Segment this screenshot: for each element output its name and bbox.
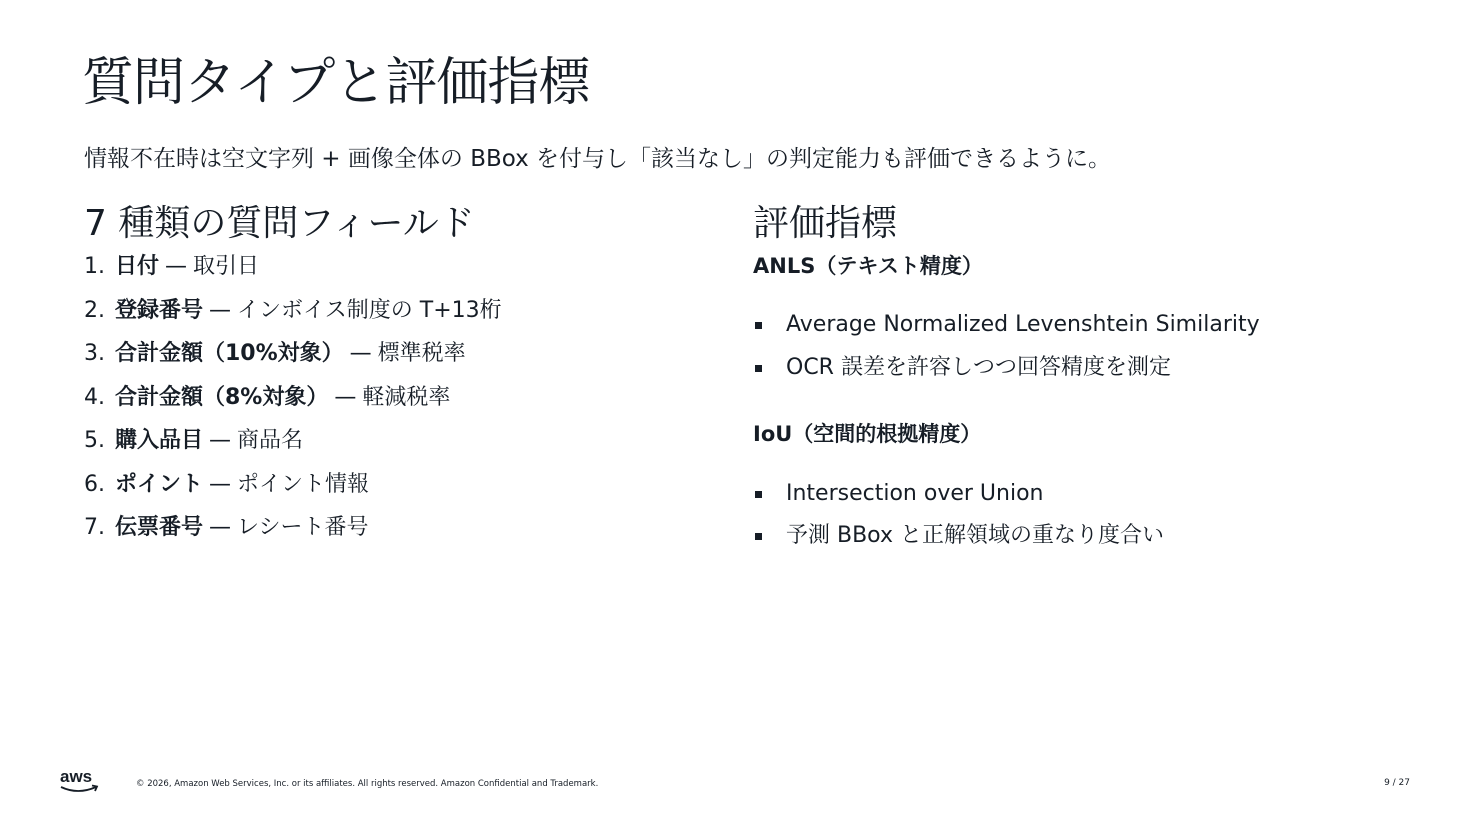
list-item (84, 340, 704, 384)
list-number: 2. (84, 297, 105, 323)
field-description: 商品名 (237, 428, 304, 454)
list-item (84, 471, 704, 515)
aws-logo (58, 765, 102, 795)
list-item (753, 354, 1393, 397)
field-name: 合計金額（8%対象） (115, 384, 329, 410)
anls-bullet-list (753, 311, 1393, 397)
list-item (84, 514, 704, 558)
field-description: 標準税率 (377, 341, 466, 367)
list-item (753, 480, 1393, 522)
list-item (84, 253, 704, 297)
bullet-text: OCR 誤差を許容しつつ回答精度を測定 (786, 355, 1171, 381)
question-fields-heading: 7 種類の質問フィールド (84, 203, 475, 244)
list-item (753, 522, 1393, 564)
question-fields-column (84, 202, 704, 558)
bullet-icon (755, 322, 762, 329)
iou-bullet-list (753, 480, 1393, 564)
field-name: 伝票番号 (115, 515, 204, 541)
slide-subtitle: 情報不在時は空文字列 + 画像全体の BBox を付与し「該当なし」の判定能力も評価できるように。 (84, 146, 1112, 172)
bullet-icon (755, 533, 762, 540)
field-name: 日付 (115, 254, 160, 280)
field-separator: — (209, 297, 232, 323)
field-name: 購入品目 (115, 428, 204, 454)
slide-footer (0, 760, 1470, 800)
copyright-text: © 2026, Amazon Web Services, Inc. or its affiliates. All rights reserved. Amazon Confidential and Trademark. (136, 779, 599, 789)
evaluation-metrics-column (753, 202, 1393, 564)
list-item (84, 297, 704, 341)
evaluation-metrics-heading: 評価指標 (753, 203, 898, 244)
field-separator: — (165, 254, 188, 280)
page-number: 9 / 27 (1384, 778, 1410, 788)
field-description: レシート番号 (237, 515, 369, 541)
field-description: インボイス制度の T+13桁 (237, 297, 502, 323)
iou-metric-label: IoU（空間的根拠精度） (753, 422, 982, 447)
bullet-icon (755, 365, 762, 372)
field-separator: — (349, 341, 372, 367)
field-description: ポイント情報 (237, 471, 370, 497)
bullet-text: Intersection over Union (786, 480, 1044, 506)
field-separator: — (334, 384, 357, 410)
list-number: 7. (84, 515, 105, 541)
field-separator: — (209, 515, 232, 541)
bullet-text: Average Normalized Levenshtein Similarity (786, 312, 1260, 338)
bullet-icon (755, 491, 762, 498)
slide-title: 質問タイプと評価指標 (82, 53, 590, 113)
list-item (84, 427, 704, 471)
aws-logo-text: aws (60, 767, 93, 786)
bullet-text: 予測 BBox と正解領域の重なり度合い (786, 522, 1164, 548)
list-item (753, 311, 1393, 354)
field-separator: — (209, 471, 232, 497)
list-item (84, 384, 704, 428)
field-description: 取引日 (193, 254, 260, 280)
question-fields-list (84, 253, 704, 558)
list-number: 5. (84, 428, 105, 454)
list-number: 4. (84, 384, 105, 410)
field-description: 軽減税率 (362, 384, 451, 410)
list-number: 6. (84, 471, 105, 497)
field-separator: — (209, 428, 232, 454)
field-name: ポイント (115, 471, 204, 497)
field-name: 登録番号 (115, 297, 204, 323)
list-number: 3. (84, 341, 105, 367)
list-number: 1. (84, 254, 105, 280)
anls-metric-label: ANLS（テキスト精度） (753, 254, 983, 279)
field-name: 合計金額（10%対象） (115, 341, 344, 367)
